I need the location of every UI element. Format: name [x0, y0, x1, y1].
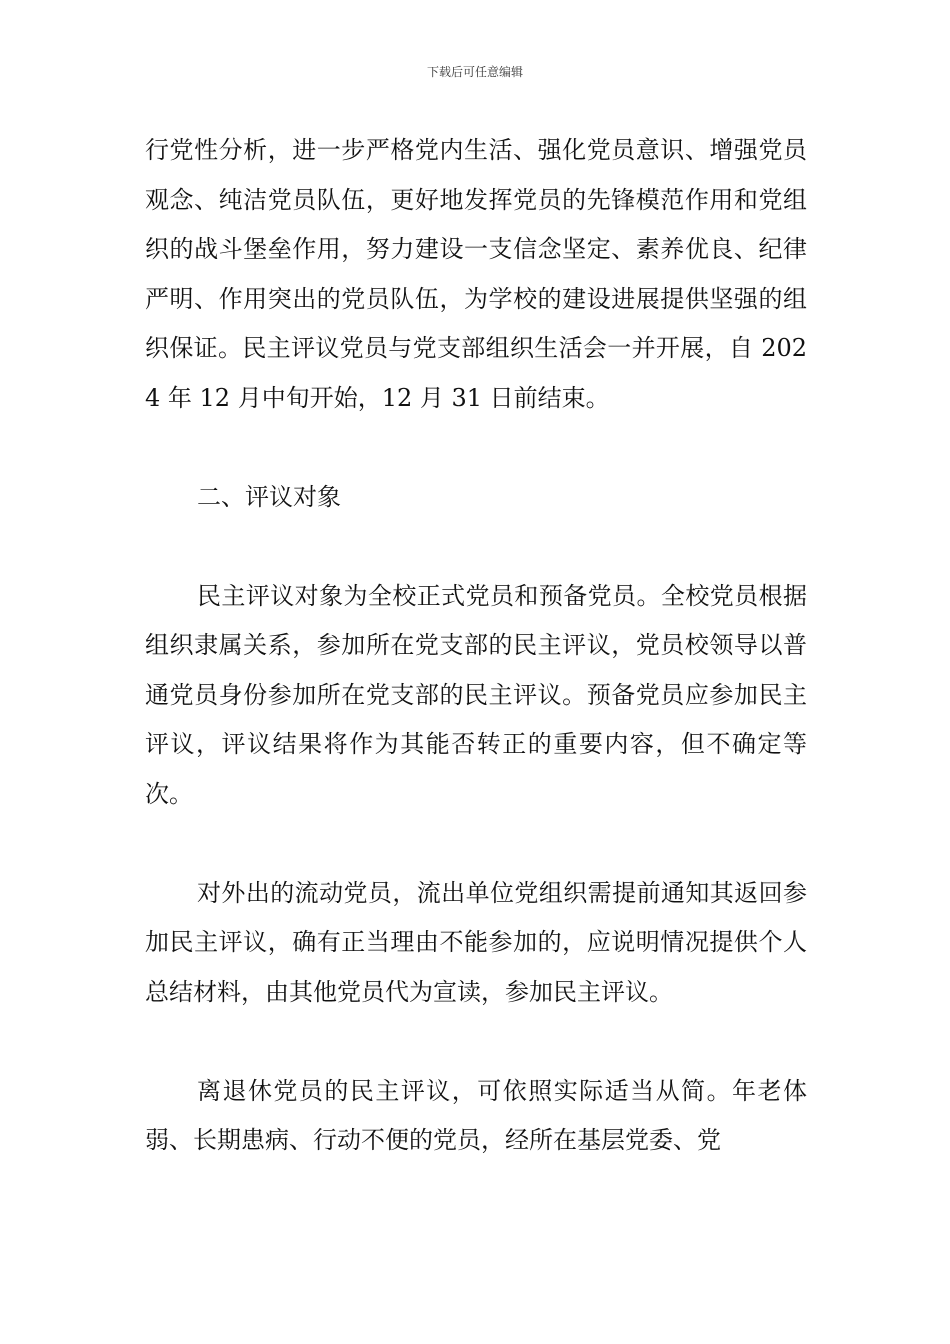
paragraph-gap: [145, 522, 807, 572]
paragraph-4: 离退休党员的民主评议，可依照实际适当从简。年老体弱、长期患病、行动不便的党员，经所在基层党委、党: [145, 1076, 807, 1154]
paragraph-gap: [145, 1017, 807, 1067]
paragraph-1: 行党性分析，进一步严格党内生活、强化党员意识、增强党员观念、纯洁党员队伍，更好地发挥党员的先锋模范作用和党组织的战斗堡垒作用，努力建设一支信念坚定、素养优良、纪律严明、作用突出的党员队伍，为学校的建设进展提供坚强的组织保证。民主评议党员与党支部组织生活会一并开展，自 2024 年 12 月中旬开始，12 月 31 日前结束。: [145, 136, 807, 412]
paragraph-gap: [145, 819, 807, 869]
paragraph-2: 民主评议对象为全校正式党员和预备党员。全校党员根据组织隶属关系，参加所在党支部的民主评议，党员校领导以普通党员身份参加所在党支部的民主评议。预备党员应参加民主评议，评议结果将作为其能否转正的重要内容，但不确定等次。: [145, 581, 807, 808]
document-body: [145, 126, 807, 1166]
paragraph-gap: [145, 423, 807, 473]
page-header: 下载后可任意编辑: [426, 65, 523, 79]
section-heading-2: 二、评议对象: [197, 482, 341, 511]
paragraph-3: 对外出的流动党员，流出单位党组织需提前通知其返回参加民主评议，确有正当理由不能参加的，应说明情况提供个人总结材料，由其他党员代为宣读，参加民主评议。: [145, 878, 807, 1006]
